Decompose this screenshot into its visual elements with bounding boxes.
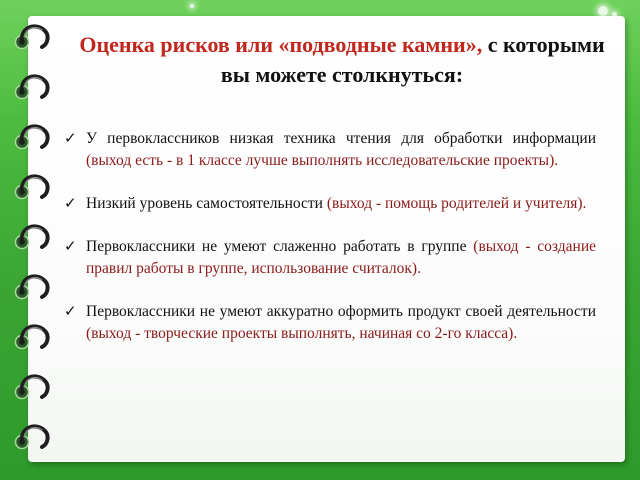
risk-text: Низкий уровень самостоятельности <box>86 195 327 212</box>
checkmark-icon: ✓ <box>64 239 77 255</box>
binding-ring-icon <box>16 426 48 448</box>
risk-text: У первоклассников низкая техника чтения для обработки информации <box>86 130 596 147</box>
risk-text: Первоклассники не умеют аккуратно оформить продукт своей деятельности <box>86 303 596 320</box>
sparkle-decoration <box>598 6 608 16</box>
binding-ring-icon <box>16 376 48 398</box>
binding-ring-icon <box>16 76 48 98</box>
list-item <box>64 128 596 172</box>
binding-ring-icon <box>16 176 48 198</box>
binding-ring-icon <box>16 226 48 248</box>
solution-note: (выход - помощь родителей и учителя). <box>326 195 587 212</box>
slide-title <box>68 30 616 90</box>
risk-text: Первоклассники не умеют слаженно работать в группе <box>86 238 474 255</box>
binding-ring-icon <box>16 326 48 348</box>
binding-ring-icon <box>16 276 48 298</box>
binding-ring-icon <box>16 26 48 48</box>
checkmark-icon: ✓ <box>64 196 77 212</box>
sparkle-decoration <box>190 4 194 8</box>
checkmark-icon: ✓ <box>64 304 77 320</box>
title-rest: с которыми вы можете столкнуться: <box>220 32 605 87</box>
title-accent: Оценка рисков или «подводные камни», <box>79 32 483 57</box>
solution-note: (выход - создание правил работы в группе, использование считалок). <box>86 238 596 277</box>
checkmark-icon: ✓ <box>64 131 77 147</box>
solution-note: (выход есть - в 1 классе лучше выполнять исследовательские проекты). <box>86 152 559 169</box>
spiral-binding <box>0 0 60 480</box>
list-item <box>64 236 596 280</box>
notebook-page <box>28 16 625 462</box>
binding-ring-icon <box>16 126 48 148</box>
solution-note: (выход - творческие проекты выполнять, начиная со 2-го класса). <box>86 325 518 342</box>
list-item <box>64 193 596 215</box>
list-item <box>64 301 596 345</box>
risk-list <box>64 128 596 366</box>
